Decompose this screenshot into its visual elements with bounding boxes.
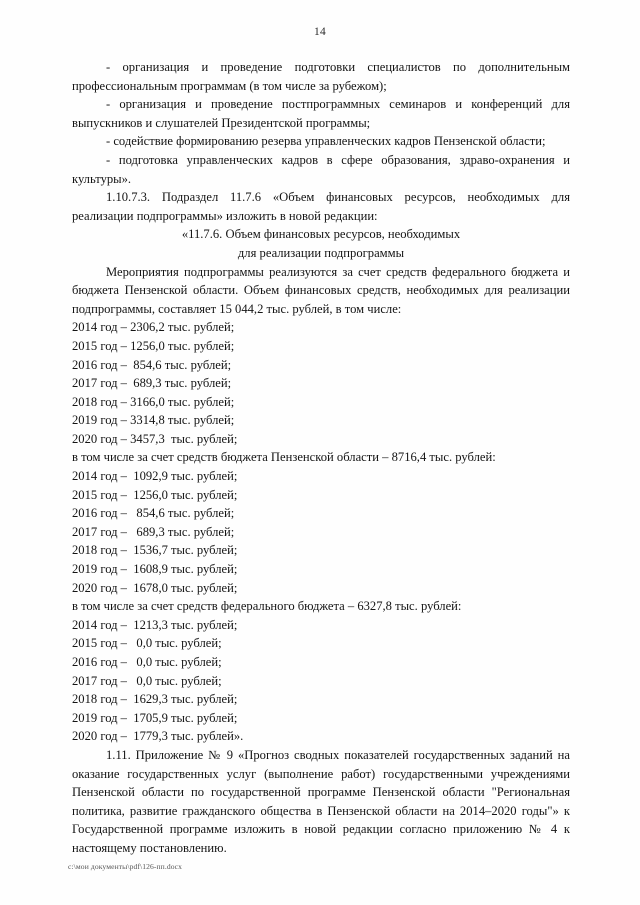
list-item: 2015 год – 0,0 тыс. рублей; [72, 636, 222, 651]
list-item: 2018 год – 3166,0 тыс. рублей; [72, 394, 235, 409]
paragraph-clause-1-11: 1.11. Приложение № 9 «Прогноз сводных показателей государственных заданий на оказание государственных услуг (выполнение работ) государственными учреждениями Пензенской области по государственной программе Пензенской области "Региональная политика, развитие гражданского общества в Пензенской области на 2014–2020 годы"» к Государственной программе изложить в новой редакции согласно приложению № 4 к настоящему постановлению. [72, 747, 570, 855]
list-item: 2016 год – 0,0 тыс. рублей; [72, 655, 222, 669]
total-by-year-list [72, 318, 570, 448]
list-item: 2017 год – 689,3 тыс. рублей; [72, 376, 232, 391]
paragraph-bullet-3: - содействие формированию резерва управленческих кадров Пензенской области; [106, 134, 546, 149]
document-body [72, 58, 570, 858]
paragraph-bullet-2: - организация и проведение постпрограммных семинаров и конференций для выпускников и слушателей Президентской программы; [72, 97, 570, 130]
list-item: 2016 год – 854,6 тыс. рублей; [72, 506, 235, 521]
paragraph-bullet-4: - подготовка управленческих кадров в сфере образования, здраво-охранения и культуры». [72, 152, 570, 186]
list-item: 2014 год – 1213,3 тыс. рублей; [72, 617, 238, 632]
list-item: 2017 год – 0,0 тыс. рублей; [72, 673, 222, 688]
paragraph-funding-intro: Мероприятия подпрограммы реализуются за счет средств федерального бюджета и бюджета Пензенской области. Объем финансовых средств, необходимых для реализации подпрограммы, составляет 15 044,2 тыс. рублей, в том числе: [72, 264, 570, 316]
footer-file-path: c:\мои документы\pdf\126-пп.docx [68, 862, 183, 871]
section-heading-line-1: «11.7.6. Объем финансовых ресурсов, необходимых [181, 227, 461, 242]
list-item: 2015 год – 1256,0 тыс. рублей; [72, 338, 235, 353]
page-number: 14 [314, 26, 326, 38]
list-item: 2019 год – 3314,8 тыс. рублей; [72, 413, 235, 428]
list-item: 2019 год – 1705,9 тыс. рублей; [72, 710, 238, 725]
paragraph-bullet-1: - организация и проведение подготовки специалистов по дополнительным профессиональным программам (в том числе за рубежом); [72, 60, 570, 93]
list-item: 2017 год – 689,3 тыс. рублей; [72, 524, 235, 539]
region-by-year-list [72, 467, 570, 597]
subtotal-federal-label: в том числе за счет средств федерального бюджета – 6327,8 тыс. рублей: [72, 599, 462, 614]
list-item: 2020 год – 3457,3 тыс. рублей; [72, 431, 238, 446]
list-item: 2020 год – 1779,3 тыс. рублей». [72, 729, 244, 744]
section-heading-line-2: для реализации подпрограммы [237, 245, 405, 260]
list-item: 2018 год – 1629,3 тыс. рублей; [72, 692, 238, 707]
list-item: 2019 год – 1608,9 тыс. рублей; [72, 562, 238, 577]
list-item: 2016 год – 854,6 тыс. рублей; [72, 357, 232, 372]
list-item: 2014 год – 2306,2 тыс. рублей; [72, 320, 235, 335]
federal-by-year-list [72, 616, 570, 746]
paragraph-clause-1-10-7-3: 1.10.7.3. Подраздел 11.7.6 «Объем финансовых ресурсов, необходимых для реализации подпрограммы» изложить в новой редакции: [72, 190, 570, 223]
list-item: 2020 год – 1678,0 тыс. рублей; [72, 580, 238, 595]
list-item: 2018 год – 1536,7 тыс. рублей; [72, 543, 238, 558]
list-item: 2015 год – 1256,0 тыс. рублей; [72, 487, 238, 502]
subtotal-region-label: в том числе за счет средств бюджета Пензенской области – 8716,4 тыс. рублей: [72, 450, 496, 465]
list-item: 2014 год – 1092,9 тыс. рублей; [72, 469, 238, 484]
